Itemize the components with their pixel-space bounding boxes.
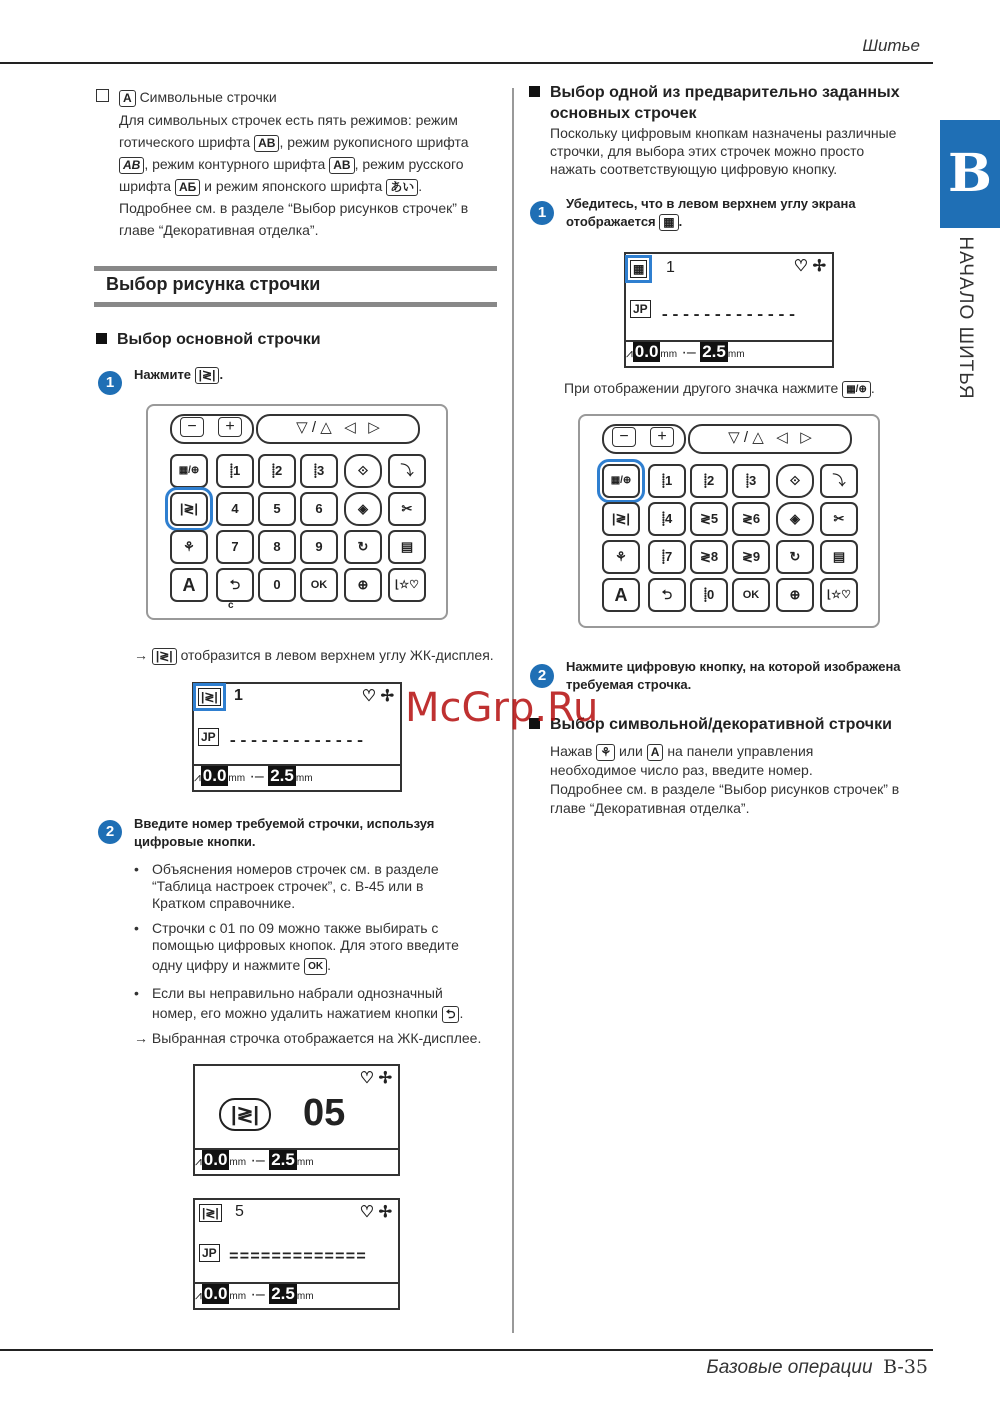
step-2-badge: 2 [98,820,122,844]
right-step-2-badge: 2 [530,664,554,688]
digit-key-6[interactable]: 6 [300,492,338,526]
stitch-preview-icon: JP [198,728,219,746]
width-pill: − + [170,414,254,444]
auto-reverse-key[interactable]: ⟐ [344,454,382,488]
clear-key-label: c [228,600,234,611]
preset-paragraph: Поскольку цифровым кнопкам назначены различные строчки, для выбора этих строчек можно просто нажать соответствующую цифровую кнопку. [550,125,897,177]
decorative-key[interactable]: ⚘ [170,530,208,564]
bullet-3: • Если вы неправильно набрали однозначный номер, его можно удалить нажатием кнопки ⮌ . [152,985,502,1023]
arrow-result-2: → Выбранная строчка отображается на ЖК-дисплее. [134,1030,482,1046]
end-key[interactable]: ⌊☆♡ [388,568,426,602]
chapter-tab: B [940,120,1000,228]
memory-key[interactable]: ↻ [344,530,382,564]
pattern-mode-key-right[interactable]: ▦/⊕ [602,464,640,498]
lcd-display-3: |≷| 5 ♡ ✢ JP ============= ⩘ 0.0 mm ·– 2.5 mm [193,1198,400,1310]
digit-key-3[interactable]: ⸽3 [300,454,338,488]
thread-cut-key[interactable]: ✂ [388,492,426,526]
symbol-item: A Символьные строчки [96,86,277,108]
control-panel [146,404,448,620]
digit-key-5[interactable]: 5 [258,492,296,526]
digit-key-0[interactable]: 0 [258,568,296,602]
digit-key-9[interactable]: 9 [300,530,338,564]
reinforce-key[interactable]: ⤵ [388,454,426,488]
running-header: Шитье [862,36,920,55]
step-2-text: Введите номер требуемой строчки, используя цифровые кнопки. [134,816,435,849]
stitch-number: 05 [303,1092,346,1134]
right-step-2-text: Нажмите цифровую кнопку, на которой изображена требуемая строчка. [566,659,901,692]
step-1-text: Нажмите |≷| . [134,367,224,383]
save-key[interactable]: ⊕ [344,568,382,602]
step-1-badge: 1 [98,371,122,395]
character-paragraph: Нажав ⚘ или A на панели управления необходимое число раз, введите номер. Подробнее см. в разделе “Выбор рисунков строчек” в главе “Декоративная отделка”. [550,743,900,816]
footer: Базовые операции B-35 [706,1356,928,1378]
list-key[interactable]: ▤ [388,530,426,564]
right-step-1-badge: 1 [530,201,554,225]
lcd-display-2: ♡ ✢ |≷| 05 ⩘ 0.0 mm ·– 2.5 mm [193,1064,400,1176]
watermark: McGrp.Ru [405,685,599,731]
character-key[interactable]: A [170,568,208,602]
right-note: При отображении другого значка нажмите ▦/⊕ . [564,380,875,396]
lcd-display-1: |≷| 1 ♡ ✢ JP ------------- ⩘ 0.0 mm ·– 2.5 mm [192,682,402,792]
lcd-1-settings: ⩘ 0.0 mm ·– 2.5 mm [194,764,400,790]
header-rule [0,62,933,64]
basic-stitch-key[interactable]: |≷| [170,492,208,526]
section-heading: Выбор рисунка строчки [94,266,497,308]
bullet-1: • Объяснения номеров строчек см. в разделе “Таблица настроек строчек”, с. В-45 или в Кратком справочнике. [152,861,502,912]
heading-character: Выбор символьной/декоративной строчки [529,716,892,734]
clear-key[interactable]: ⮌ [216,568,254,602]
basic-stitch-icon: |≷| [198,688,221,706]
preset-icon: ▦ [630,260,647,278]
right-step-1-text: Убедитесь, что в левом верхнем углу экрана отображается ▦ . [566,196,856,230]
digit-key-8[interactable]: 8 [258,530,296,564]
digit-key-4[interactable]: 4 [216,492,254,526]
needle-position-key[interactable]: ◈ [344,492,382,526]
lcd-display-right: ▦ 1 ♡ ✢ JP ------------- ⩘ 0.0 mm ·– 2.5 mm [624,252,834,368]
symbol-description: Для символьных строчек есть пять режимов: режим готического шрифта AB , режим рукописного шрифта AB , режим контурного шрифта AB , режим русского шрифта АБ и режим японского шрифта あい . Подробнее см. в разделе “Выбор рисунков строчек” в главе “Декоративная отделка”. [119,112,469,238]
chapter-side-label: НАЧАЛО ШИТЬЯ [955,236,976,400]
heading-basic-stitch: Выбор основной строчки [96,331,321,349]
footer-rule [0,1349,933,1351]
digit-key-7[interactable]: 7 [216,530,254,564]
arrow-result-1: → |≷| отобразится в левом верхнем углу ЖК-дисплея. [134,647,494,663]
basic-stitch-large-icon: |≷| [219,1098,271,1131]
nav-pill: ▽ / △ ◁ ▷ [256,414,420,444]
pattern-mode-key[interactable]: ▦/⊕ [170,454,208,488]
bullet-2: • Строчки с 01 по 09 можно также выбирать с помощью цифровых кнопок. Для этого введите одну цифру и нажмите OK . [152,920,502,975]
heart-cross-icon: ♡ ✢ [361,688,394,705]
control-panel-right: − + ▽ / △ ◁ ▷ ▦/⊕ ⸽1 ⸽2 ⸽3 ⟐ ⤵ |≷| ⸽4 ≷5 ≷6 ◈ ✂ ⚘ ⸽7 ≷8 ≷9 ↻ ▤ A ⮌ ⸽0 OK ⊕ ⌊☆♡ [578,414,880,628]
ok-key[interactable]: OK [300,568,338,602]
heading-preset: Выбор одной из предварительно заданных [529,84,900,102]
digit-key-1[interactable]: ⸽1 [216,454,254,488]
digit-key-2[interactable]: ⸽2 [258,454,296,488]
